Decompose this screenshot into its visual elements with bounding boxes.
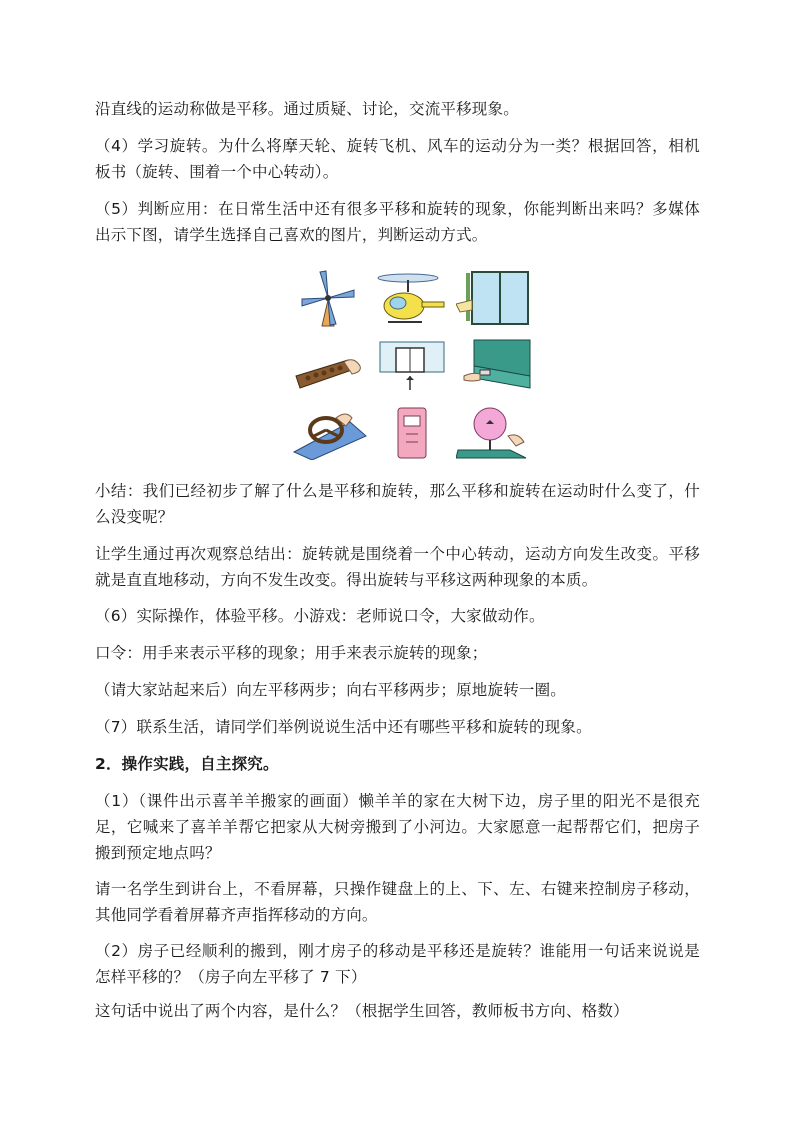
helicopter-icon	[374, 270, 450, 328]
paragraph-command-steps: （请大家站起来后）向左平移两步；向右平移两步；原地旋转一圈。	[95, 681, 567, 699]
paragraph-moving-house: （1）（课件出示喜羊羊搬家的画面）懒羊羊的家在大树下边，房子里的阳光不是很充足，它喊来了喜羊羊帮它把家从大树旁搬到了小河边。大家愿意一起帮帮它们，把房子搬到预定地点吗？	[95, 792, 700, 862]
paragraph-conclusion: 让学生通过再次观察总结出：旋转就是围绕着一个中心转动，运动方向发生改变。平移就是直直地移动，方向不发生改变。得出旋转与平移这两种现象的本质。	[95, 545, 700, 589]
paragraph-judge-application: （5）判断应用：在日常生活中还有很多平移和旋转的现象，你能判断出来吗？多媒体出示下图，请学生选择自己喜欢的图片，判断运动方式。	[95, 200, 700, 244]
paragraph-summary: 小结：我们已经初步了解了什么是平移和旋转，那么平移和旋转在运动时什么变了，什么没变呢？	[95, 482, 700, 526]
paragraph-two-contents: 这句话中说出了两个内容，是什么？（根据学生回答，教师板书方向、格数）	[95, 1002, 629, 1020]
paragraph-life-examples: （7）联系生活，请同学们举例说说生活中还有哪些平移和旋转的现象。	[95, 718, 592, 736]
water-dispenser-icon	[374, 402, 450, 460]
section-heading-practice: 2．操作实践，自主探究。	[95, 755, 279, 773]
paragraph-keyboard-control: 请一名学生到讲台上，不看屏幕，只操作键盘上的上、下、左、右键来控制房子移动，其他同学看着屏幕齐声指挥移动的方向。	[95, 880, 700, 924]
paragraph-learn-rotation: （4）学习旋转。为什么将摩天轮、旋转飞机、风车的运动分为一类？根据回答，相机板书（旋转、围着一个中心转动）。	[95, 137, 700, 181]
paragraph-house-moved: （2）房子已经顺利的搬到，刚才房子的移动是平移还是旋转？谁能用一句话来说说是怎样平移的？（房子向左平移了 7 下）	[95, 942, 700, 986]
motion-examples-figure	[292, 270, 538, 458]
globe-icon	[456, 402, 532, 460]
paragraph-translation-definition: 沿直线的运动称做是平移。通过质疑、讨论，交流平移现象。	[95, 100, 519, 118]
abacus-icon	[292, 336, 368, 394]
windmill-icon	[292, 270, 368, 328]
steering-wheel-icon	[292, 402, 368, 460]
paragraph-practice: （6）实际操作，体验平移。小游戏：老师说口令，大家做动作。	[95, 607, 545, 625]
drawer-icon	[456, 336, 532, 394]
paragraph-commands: 口令：用手来表示平移的现象；用手来表示旋转的现象；	[95, 644, 488, 662]
elevator-door-icon	[374, 336, 450, 394]
sliding-window-icon	[456, 270, 532, 328]
